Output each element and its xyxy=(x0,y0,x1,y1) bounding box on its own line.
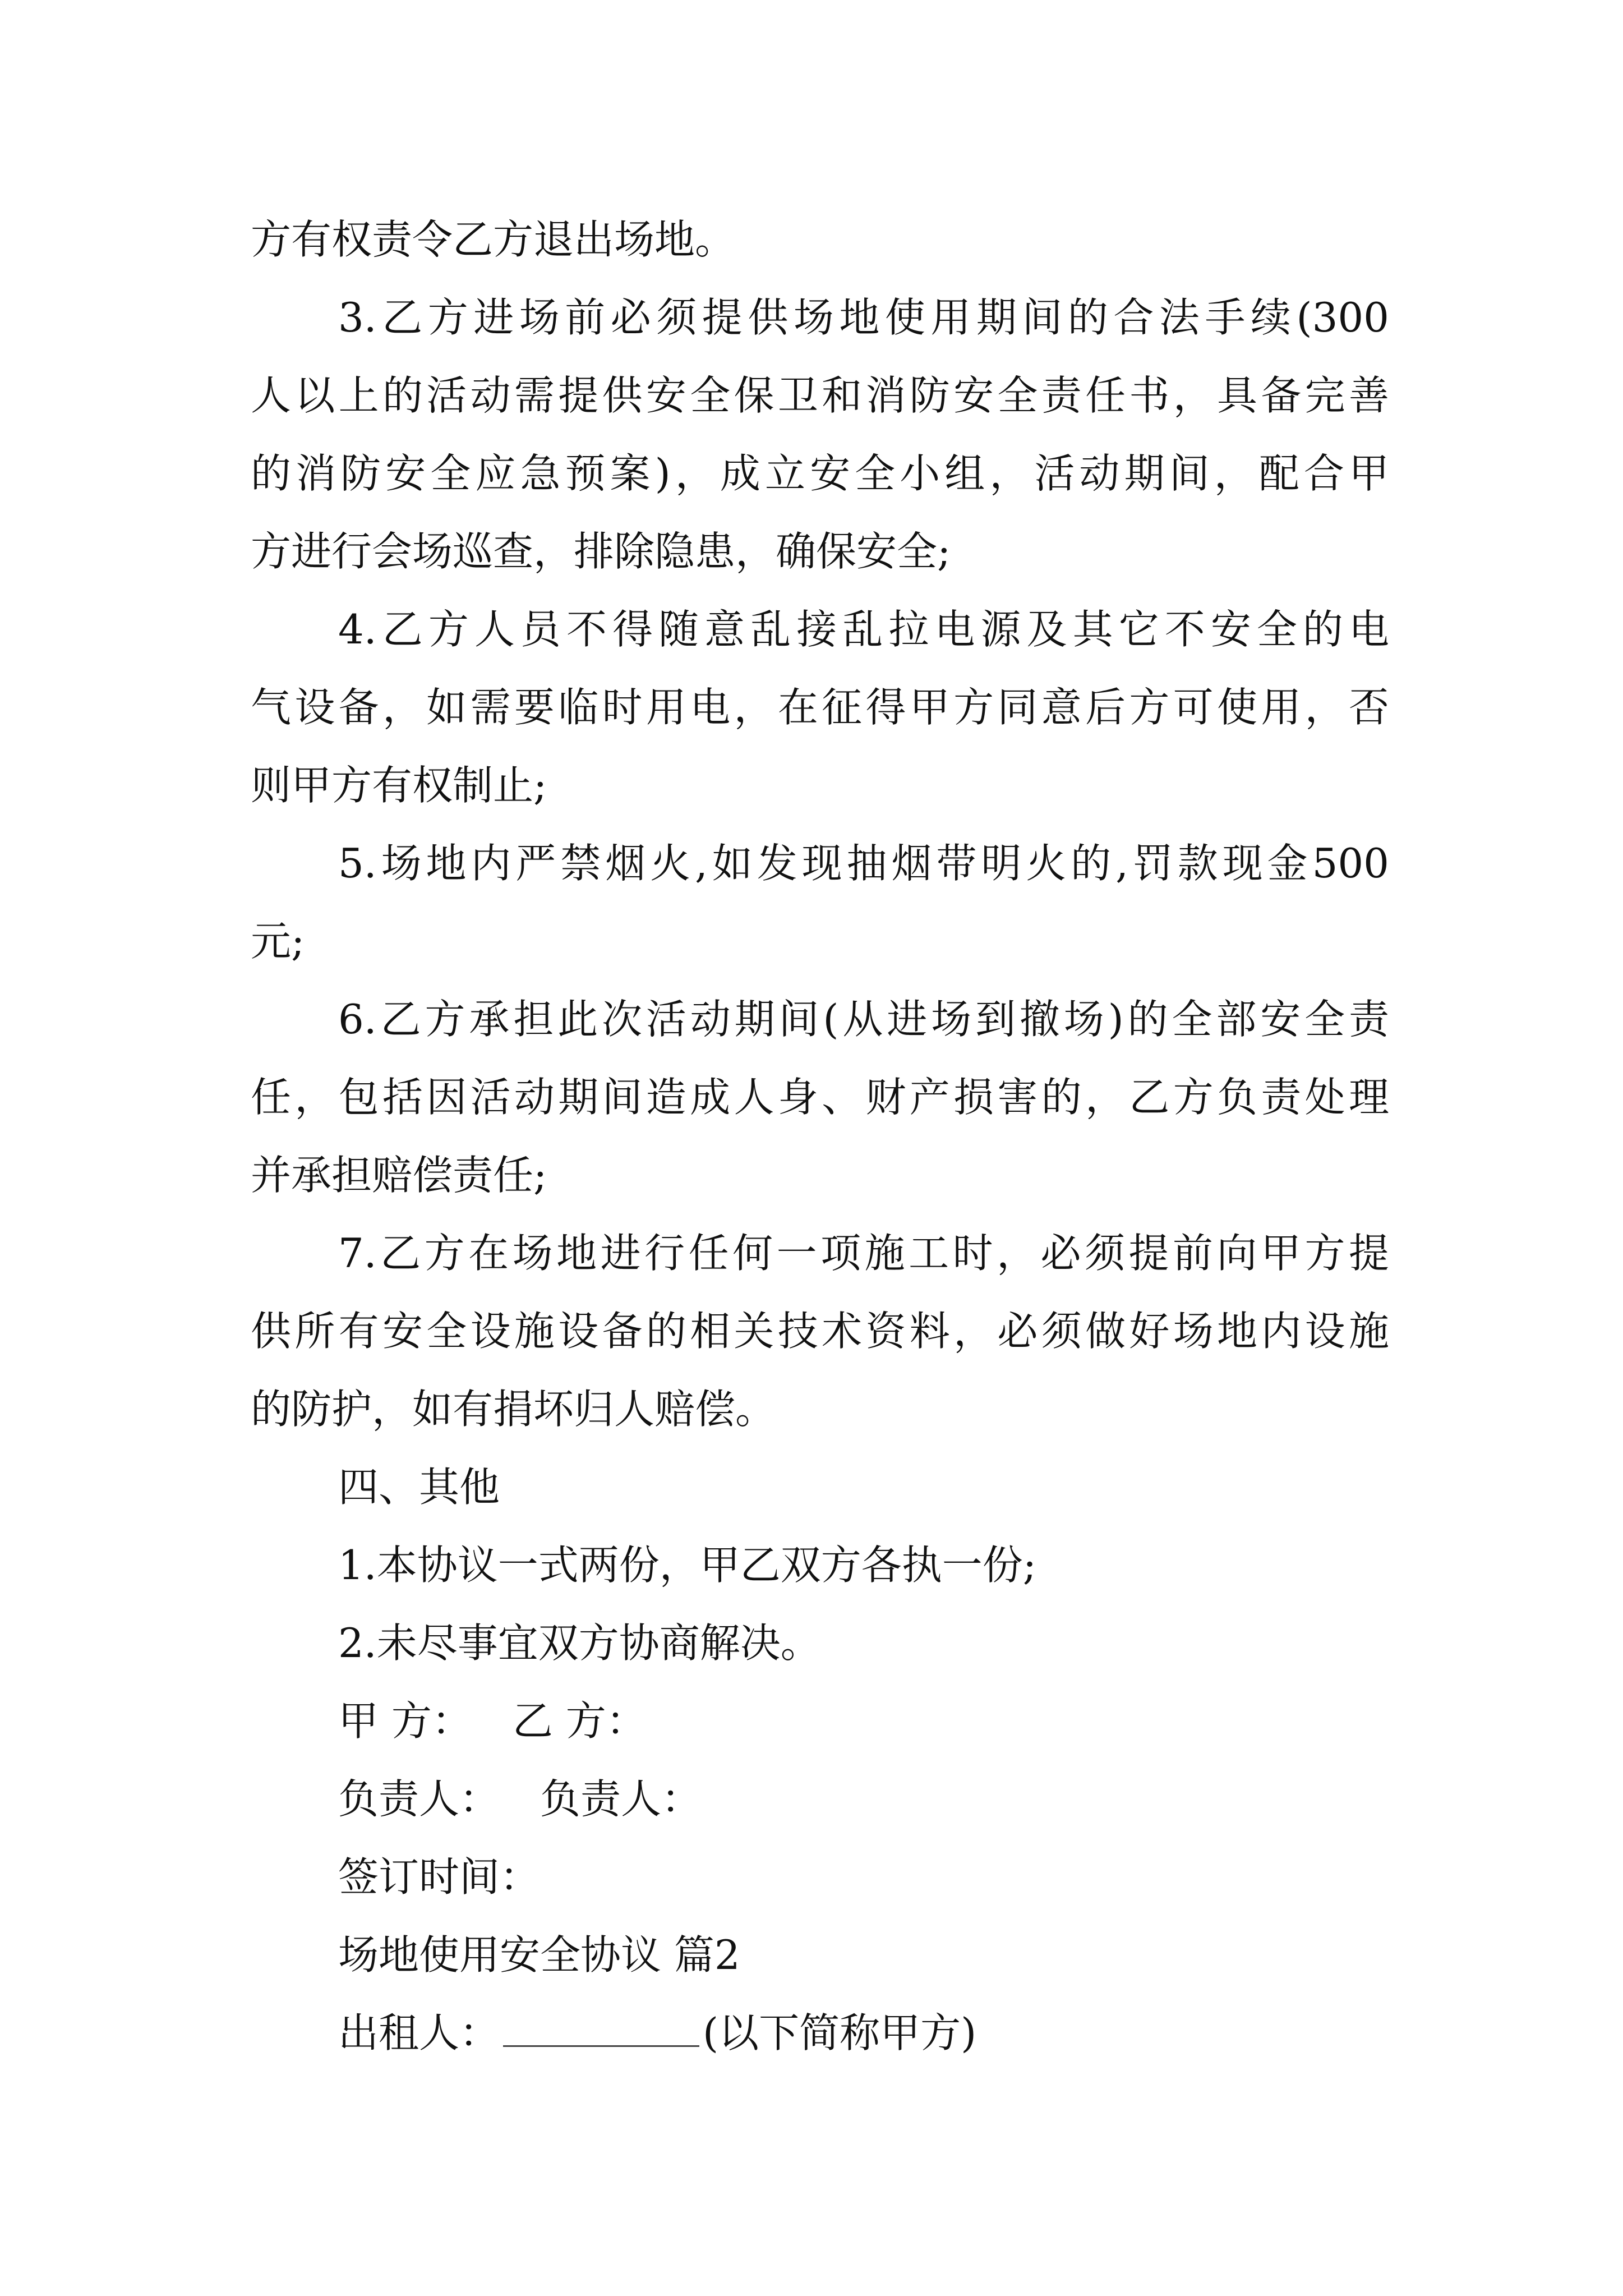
other-item-2: 2.未尽事宜双方协商解决。 xyxy=(338,1619,821,1667)
party-a-label: 甲 方： xyxy=(338,1697,472,1745)
clause-7-line-3: 的防护，如有捐坏归人赔偿。 xyxy=(251,1386,776,1433)
clause-3-line-4: 方进行会场巡查，排除隐患，确保安全; xyxy=(251,528,951,575)
lessor-row xyxy=(251,1994,1389,2072)
clause-4-line-1: 4.乙方人员不得随意乱接乱拉电源及其它不安全的电 xyxy=(338,606,1389,653)
signature-representatives-row xyxy=(251,1760,1389,1838)
rep-a-label: 负责人： xyxy=(338,1775,500,1823)
lessor-blank xyxy=(503,2012,699,2047)
clause-7-line-2: 供所有安全设施设备的相关技术资料，必须做好场地内设施 xyxy=(251,1308,1389,1355)
clause-3-line-1: 3.乙方进场前必须提供场地使用期间的合法手续(300 xyxy=(338,294,1389,341)
clause-3-line-2: 人以上的活动需提供安全保卫和消防安全责任书，具备完善 xyxy=(251,372,1389,419)
clause-6-line-3: 并承担赔偿责任; xyxy=(251,1152,547,1199)
clause-7-line-1: 7.乙方在场地进行任何一项施工时，必须提前向甲方提 xyxy=(338,1230,1389,1277)
lessor-label: 出租人： xyxy=(338,2009,500,2056)
section-heading-other: 四、其他 xyxy=(338,1464,500,1511)
clause-4-line-2: 气设备，如需要临时用电，在征得甲方同意后方可使用，否 xyxy=(251,684,1389,731)
clause-4-line-3: 则甲方有权制止; xyxy=(251,762,547,809)
paragraph-line: 方有权责令乙方退出场地。 xyxy=(251,216,736,263)
clause-6-line-2: 任，包括因活动期间造成人身、财产损害的，乙方负责处理 xyxy=(251,1074,1389,1121)
clause-6-line-1: 6.乙方承担此次活动期间(从进场到撤场)的全部安全责 xyxy=(338,996,1389,1043)
signature-parties-row xyxy=(251,1682,1389,1760)
signing-time-label: 签订时间： xyxy=(338,1853,541,1901)
clause-3-line-3: 的消防安全应急预案)，成立安全小组，活动期间，配合甲 xyxy=(251,450,1389,497)
other-item-1: 1.本协议一式两份，甲乙双方各执一份; xyxy=(338,1542,1036,1589)
document-body xyxy=(251,201,1389,2072)
next-article-title: 场地使用安全协议 篇2 xyxy=(338,1931,740,1978)
rep-b-label: 负责人： xyxy=(540,1775,702,1823)
clause-5-line-2: 元; xyxy=(251,918,305,965)
lessor-note: (以下简称甲方) xyxy=(703,2009,977,2056)
clause-5-line-1: 5.场地内严禁烟火,如发现抽烟带明火的,罚款现金500 xyxy=(338,840,1389,887)
party-b-label: 乙 方： xyxy=(512,1697,647,1745)
